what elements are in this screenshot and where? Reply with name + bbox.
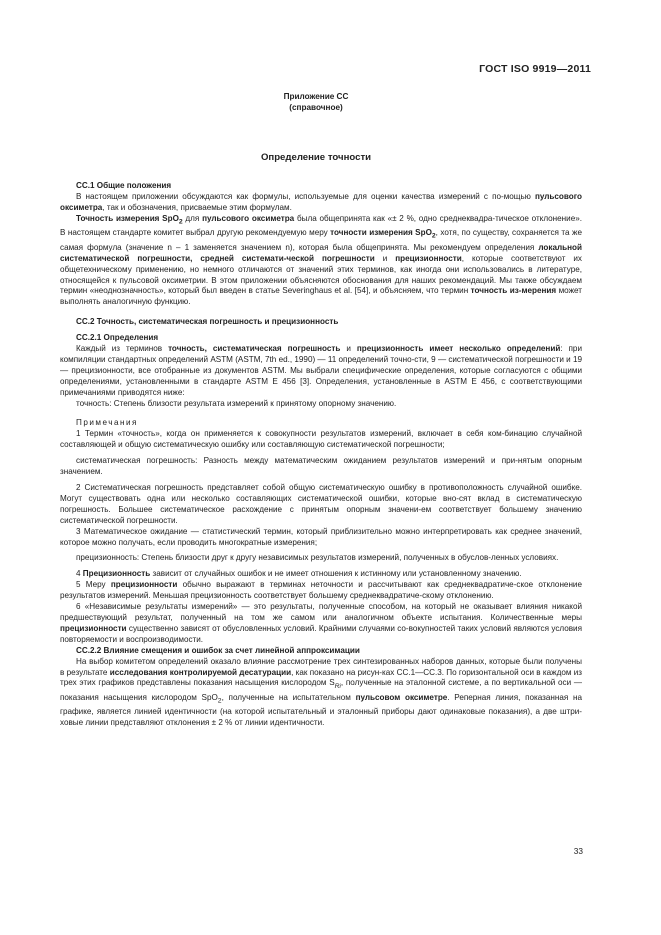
cc1-paragraph-2: Точность измерения SpO$_2$ для пульсового оксиметра была общепринята как «± 2 %, одно среднеквадра-тическое отклонение». В настоящем стандарте комитет выбрал другую рекомендуемую меру точности измерения SpO$_2$, хотя, по существу, сохраняется та же самая формула (значение n – 1 заменяется значением n), которая была общепринята. Мы рекомендуем определения локальной систематической погрешности, средней системати-ческой погрешности и прецизионности, которые соответствуют их общетехническому применению, но немного отличаются от значений этих терминов, как иногда они использовались в литературе, относящейся к пульсовой оксиметрии. В этом приложении объясняются обоснования для наших рекомендаций. Мы также обсуждаем термин «неоднозначность», который был введен в статье Severinghaus et al. [54], и объясняем, что термин точность из-мерения может выполнять аналогичную функцию. bbox=[60, 213, 583, 307]
cc2-heading: СС.2 Точность, систематическая погрешность и прецизионность bbox=[76, 317, 339, 327]
note-6: 6 «Независимые результаты измерений» — это результаты, полученные способом, на который не оказывает влияния никакой предшествующий результат, полученный на том же самом или аналогичном объекте испытания. Количественные меры прецизионности существенно зависят от обусловленных условий. Крайними случаями со-вокупностей таких условий являются условия повторяемости и воспроизводимости. bbox=[60, 602, 582, 644]
cc1-heading: СС.1 Общие положения bbox=[76, 181, 172, 190]
document-body bbox=[60, 181, 582, 729]
cc1-paragraph-1: В настоящем приложении обсуждаются как формулы, используемые для оценки качества измерений с по-мощью пульсового оксиметра, так и обозначения, присваемые этим формулам. bbox=[60, 191, 582, 212]
cc21-paragraph: Каждый из терминов точность, систематическая погрешность и прецизионность имеет несколько определений: при компиляции стандартных определений ASTM (ASTM, 7th ed., 1990) — 11 определений точно-сти, 9 — систематической погрешности и 19 — прецизионности, все отобранные из документов ASTM. Мы выбрали специфические определения, которые согласуются с общими определениями, установленными в стандарте ASTM E 456 [3]. Определения, установленные в ASTM E 456, с соответствующими примечаниями приводятся ниже: bbox=[60, 344, 582, 397]
note-1: 1 Термин «точность», когда он применяется к совокупности результатов измерений, включает в себя ком-бинацию случайной составляющей и общую систематическую ошибку или составляющую систематической погрешности; bbox=[60, 429, 582, 450]
standard-header: ГОСТ ISO 9919—2011 bbox=[479, 63, 591, 75]
cc21-heading: СС.2.1 Определения bbox=[76, 333, 159, 343]
note-2: 2 Систематическая погрешность представляет собой общую систематическую ошибку в противоположность случайной ошибке. Могут существовать одна или несколько составляющих систематической ошибки, которые вно-сят вклад в систематическую погрешность. Большее систематическое расхождение с принятым опорным значени-ем соответствует большему значению систематической погрешности. bbox=[60, 483, 582, 525]
note-4: 4 Прецизионность зависит от случайных ошибок и не имеет отношения к истинному или установленному значению. bbox=[76, 569, 522, 579]
cc22-heading: СС.2.2 Влияние смещения и ошибок за счет линейной аппроксимации bbox=[76, 645, 360, 655]
note-5: 5 Меру прецизионности обычно выражают в терминах неточности и рассчитывают как среднеквадратиче-ское отклонение результатов измерений. Меньшая прецизионность соответствует большему среднеквадратиче-скому отклонению. bbox=[60, 580, 582, 601]
appendix-subtitle: (справочное) bbox=[289, 102, 343, 112]
definition-precision: прецизионность: Степень близости друг к другу независимых результатов измерений, полученных в обуслов-ленных условиях. bbox=[76, 553, 559, 563]
appendix-title: Приложение СС bbox=[283, 92, 349, 101]
section-title: Определение точности bbox=[260, 152, 372, 163]
definition-accuracy: точность: Степень близости результата измерений к принятому опорному значению. bbox=[76, 398, 397, 408]
page-number: 33 bbox=[573, 846, 583, 856]
definition-bias: систематическая погрешность: Разность между математическим ожиданием результатов измерений и при-нятым опорным значением. bbox=[60, 456, 582, 477]
appendix-heading bbox=[0, 92, 632, 113]
note-3: 3 Математическое ожидание — статистический термин, который приблизительно можно интерпретировать как среднее значений, которое можно получать, если проводить многократные измерения; bbox=[60, 526, 582, 547]
notes-label: Примечания bbox=[76, 418, 138, 428]
cc22-paragraph: На выбор комитетом определений оказало влияние рассмотрение трех синтезированных наборов данных, которые были получены в результате исследования контролируемой десатурации, как показано на рисун-ках СС.1—СС.3. По горизонтальной оси в каждом из трех этих графиков представлены показания насыщения кислородом $S_{Ri}$, полученные на эталонной системе, а по вертикальной оси — показания насыщения кислородом SpO$_2$, полученные на испытательном пульсовом оксиметре. Реперная линия, показанная на графике, является линией идентичности (на которой испытательный и эталонный приборы дают одинаковые показания), а две штри-ховые линии представляют отклонения ± 2 % от линии идентичности. bbox=[60, 656, 583, 728]
